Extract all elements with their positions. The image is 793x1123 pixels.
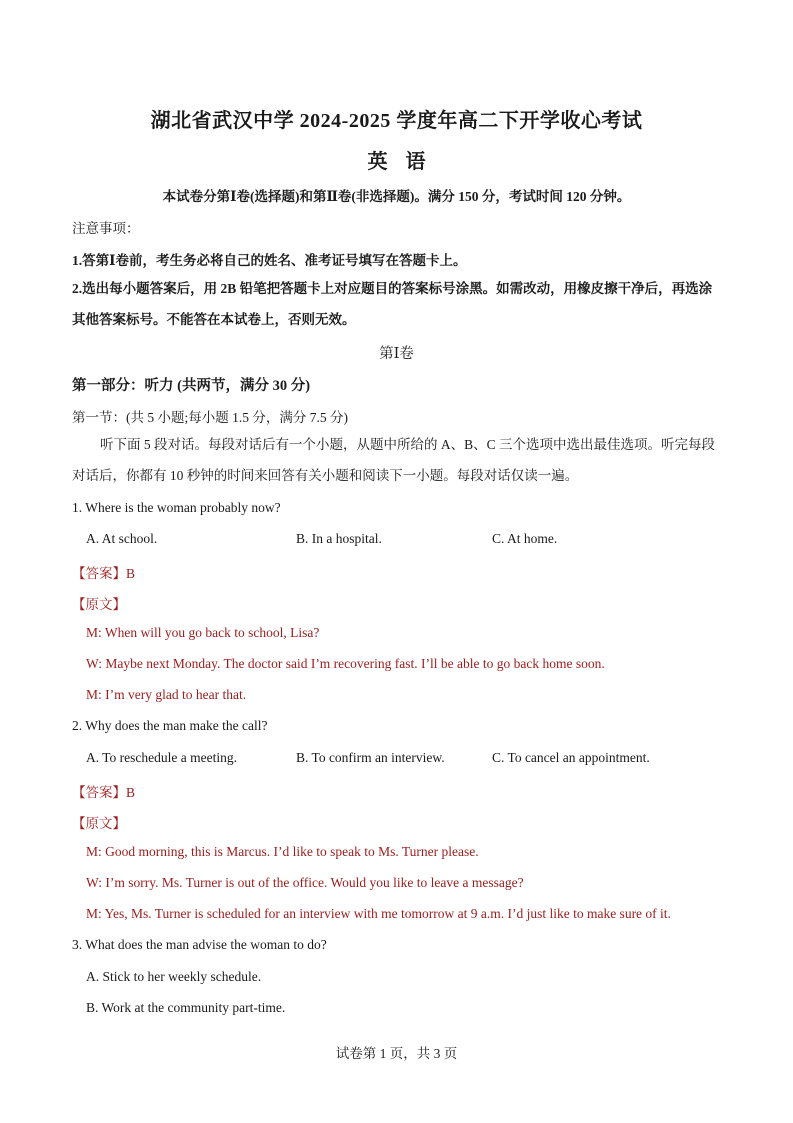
question-1-transcript-line: M: I’m very glad to hear that. xyxy=(86,687,247,702)
notice-item-1: 1.答第Ⅰ卷前，考生务必将自己的姓名、准考证号填写在答题卡上。 xyxy=(72,253,467,268)
section1-heading: 第一节：(共 5 小题;每小题 1.5 分，满分 7.5 分) xyxy=(72,410,348,425)
question-2-transcript-line: W: I’m sorry. Ms. Turner is out of the office. Would you like to leave a message? xyxy=(86,875,524,890)
question-2-option-b: B. To confirm an interview. xyxy=(296,750,445,765)
question-1-transcript-line: W: Maybe next Monday. The doctor said I’m recovering fast. I’ll be able to go back home soon. xyxy=(86,656,605,671)
exam-intro: 本试卷分第Ⅰ卷(选择题)和第Ⅱ卷(非选择题)。满分 150 分，考试时间 120 分钟。 xyxy=(162,189,631,204)
question-3-stem: 3. What does the man advise the woman to do? xyxy=(72,937,327,952)
question-2-answer: 【答案】B xyxy=(72,785,136,800)
question-1-transcript-label: 【原文】 xyxy=(72,597,126,612)
question-2-transcript-line: M: Good morning, this is Marcus. I’d like to speak to Ms. Turner please. xyxy=(86,844,479,859)
question-3-option-b: B. Work at the community part-time. xyxy=(86,1000,286,1015)
exam-title: 湖北省武汉中学 2024-2025 学度年高二下开学收心考试 xyxy=(150,110,643,132)
question-1-option-c: C. At home. xyxy=(492,531,558,546)
question-1-stem: 1. Where is the woman probably now? xyxy=(72,500,281,515)
volume-heading: 第Ⅰ卷 xyxy=(379,346,414,362)
listening-instructions: 听下面 5 段对话。每段对话后有一个小题，从题中所给的 A、B、C 三个选项中选出最佳选项。听完每段对话后，你都有 10 秒钟的时间来回答有关小题和阅读下一小题。每段对话仅读一遍。 xyxy=(72,437,716,483)
question-2-transcript-line: M: Yes, Ms. Turner is scheduled for an interview with me tomorrow at 9 a.m. I’d just like to make sure of it. xyxy=(86,906,671,921)
notice-heading: 注意事项： xyxy=(72,221,140,236)
subject-title: 英语 xyxy=(367,151,444,173)
question-2-transcript-label: 【原文】 xyxy=(72,816,126,831)
question-1-answer: 【答案】B xyxy=(72,566,136,581)
question-2-option-c: C. To cancel an appointment. xyxy=(492,750,650,765)
question-1-transcript-line: M: When will you go back to school, Lisa? xyxy=(86,625,320,640)
question-1-option-b: B. In a hospital. xyxy=(296,531,382,546)
part1-heading: 第一部分：听力 (共两节，满分 30 分) xyxy=(72,378,311,394)
question-2-stem: 2. Why does the man make the call? xyxy=(72,718,268,733)
question-1-option-a: A. At school. xyxy=(86,531,158,546)
question-2-option-a: A. To reschedule a meeting. xyxy=(86,750,238,765)
notice-item-2: 2.选出每小题答案后，用 2B 铅笔把答题卡上对应题目的答案标号涂黑。如需改动，用橡皮擦干净后，再选涂其他答案标号。不能答在本试卷上，否则无效。 xyxy=(72,281,713,327)
page-footer: 试卷第 1 页，共 3 页 xyxy=(335,1046,458,1061)
question-3-option-a: A. Stick to her weekly schedule. xyxy=(86,969,262,984)
